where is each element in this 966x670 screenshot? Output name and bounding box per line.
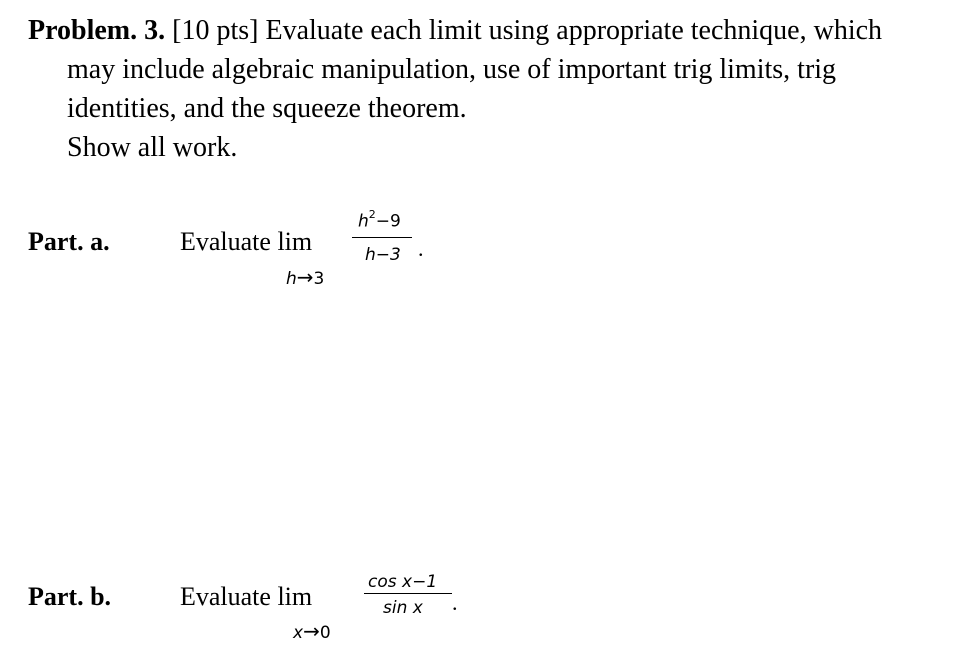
part-a-label: Part. a.: [28, 227, 110, 256]
part-a-exponent: 2: [368, 208, 376, 221]
part-a-period: .: [418, 236, 424, 261]
part-b-label: Part. b.: [28, 582, 112, 611]
part-a-fraction-bar: [352, 237, 412, 238]
part-b-limit-subscript: x→0: [293, 619, 331, 643]
part-b-fraction-bar: [364, 593, 452, 594]
part-b-period: .: [452, 590, 458, 615]
part-a-limit-subscript: h→3: [286, 265, 325, 289]
part-b-numerator: cos x−1: [368, 572, 438, 592]
part-b-arrow: →: [303, 619, 320, 643]
problem-line-1: [28, 11, 882, 50]
problem-line-4: Show all work.: [67, 132, 238, 163]
problem-line-3: identities, and the squeeze theorem.: [67, 93, 467, 124]
part-a-evaluate: Evaluate lim: [180, 227, 313, 256]
part-a-arrow: →: [296, 265, 314, 289]
problem-points: [10 pts]: [172, 15, 259, 46]
problem-line-2: may include algebraic manipulation, use of important trig limits, trig: [67, 54, 837, 85]
part-b-evaluate: Evaluate lim: [180, 582, 313, 611]
problem-heading: Problem. 3.: [28, 15, 166, 46]
part-a-denominator: h−3: [365, 245, 401, 265]
part-a-numerator: $h^2-9$: [358, 208, 401, 232]
problem-line-1-text: Evaluate each limit using appropriate technique, which: [265, 15, 883, 46]
part-b-denominator: sin x: [383, 598, 423, 618]
